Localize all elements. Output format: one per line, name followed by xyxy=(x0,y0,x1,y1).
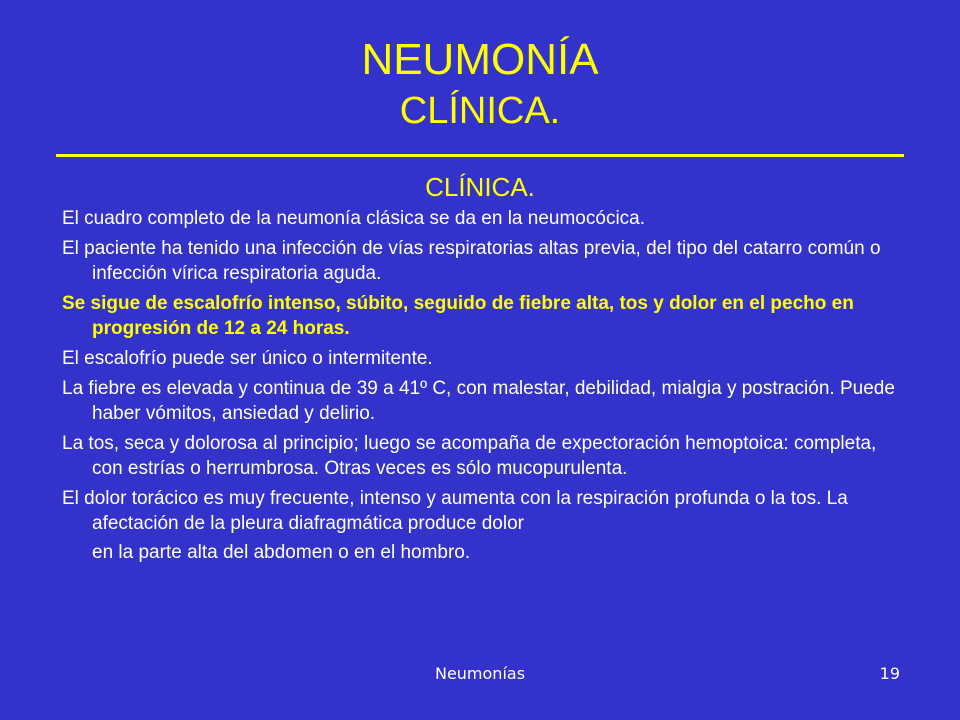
body-paragraph: El escalofrío puede ser único o intermitente. xyxy=(62,348,433,369)
slide-title: NEUMONÍA xyxy=(361,35,599,84)
body-paragraph: El paciente ha tenido una infección de vías respiratorias altas previa, del tipo del catarro común o infección vírica respiratoria aguda. xyxy=(62,238,881,284)
page-number: 19 xyxy=(879,664,900,683)
body-paragraph-continuation: en la parte alta del abdomen o en el hombro. xyxy=(92,542,471,563)
slide-subtitle: CLÍNICA. xyxy=(399,90,561,132)
body-paragraph: El dolor torácico es muy frecuente, intenso y aumenta con la respiración profunda o la tos. La afectación de la pleura diafragmática produce dolor xyxy=(62,488,848,534)
footer-label: Neumonías xyxy=(434,664,526,683)
highlighted-paragraph: Se sigue de escalofrío intenso, súbito, seguido de fiebre alta, tos y dolor en el pecho en progresión de 12 a 24 horas. xyxy=(62,293,854,339)
body-paragraph: La fiebre es elevada y continua de 39 a 41º C, con malestar, debilidad, mialgia y postración. Puede haber vómitos, ansiedad y delirio. xyxy=(62,378,895,424)
slide-body xyxy=(62,206,912,570)
body-paragraph: La tos, seca y dolorosa al principio; luego se acompaña de expectoración hemoptoica: completa, con estrías o herrumbrosa. Otras veces es sólo mucopurulenta. xyxy=(62,433,877,479)
body-paragraph: El cuadro completo de la neumonía clásica se da en la neumocócica. xyxy=(62,208,646,229)
slide-title-block xyxy=(0,35,960,132)
section-heading: CLÍNICA. xyxy=(425,172,535,202)
title-divider xyxy=(56,154,904,157)
